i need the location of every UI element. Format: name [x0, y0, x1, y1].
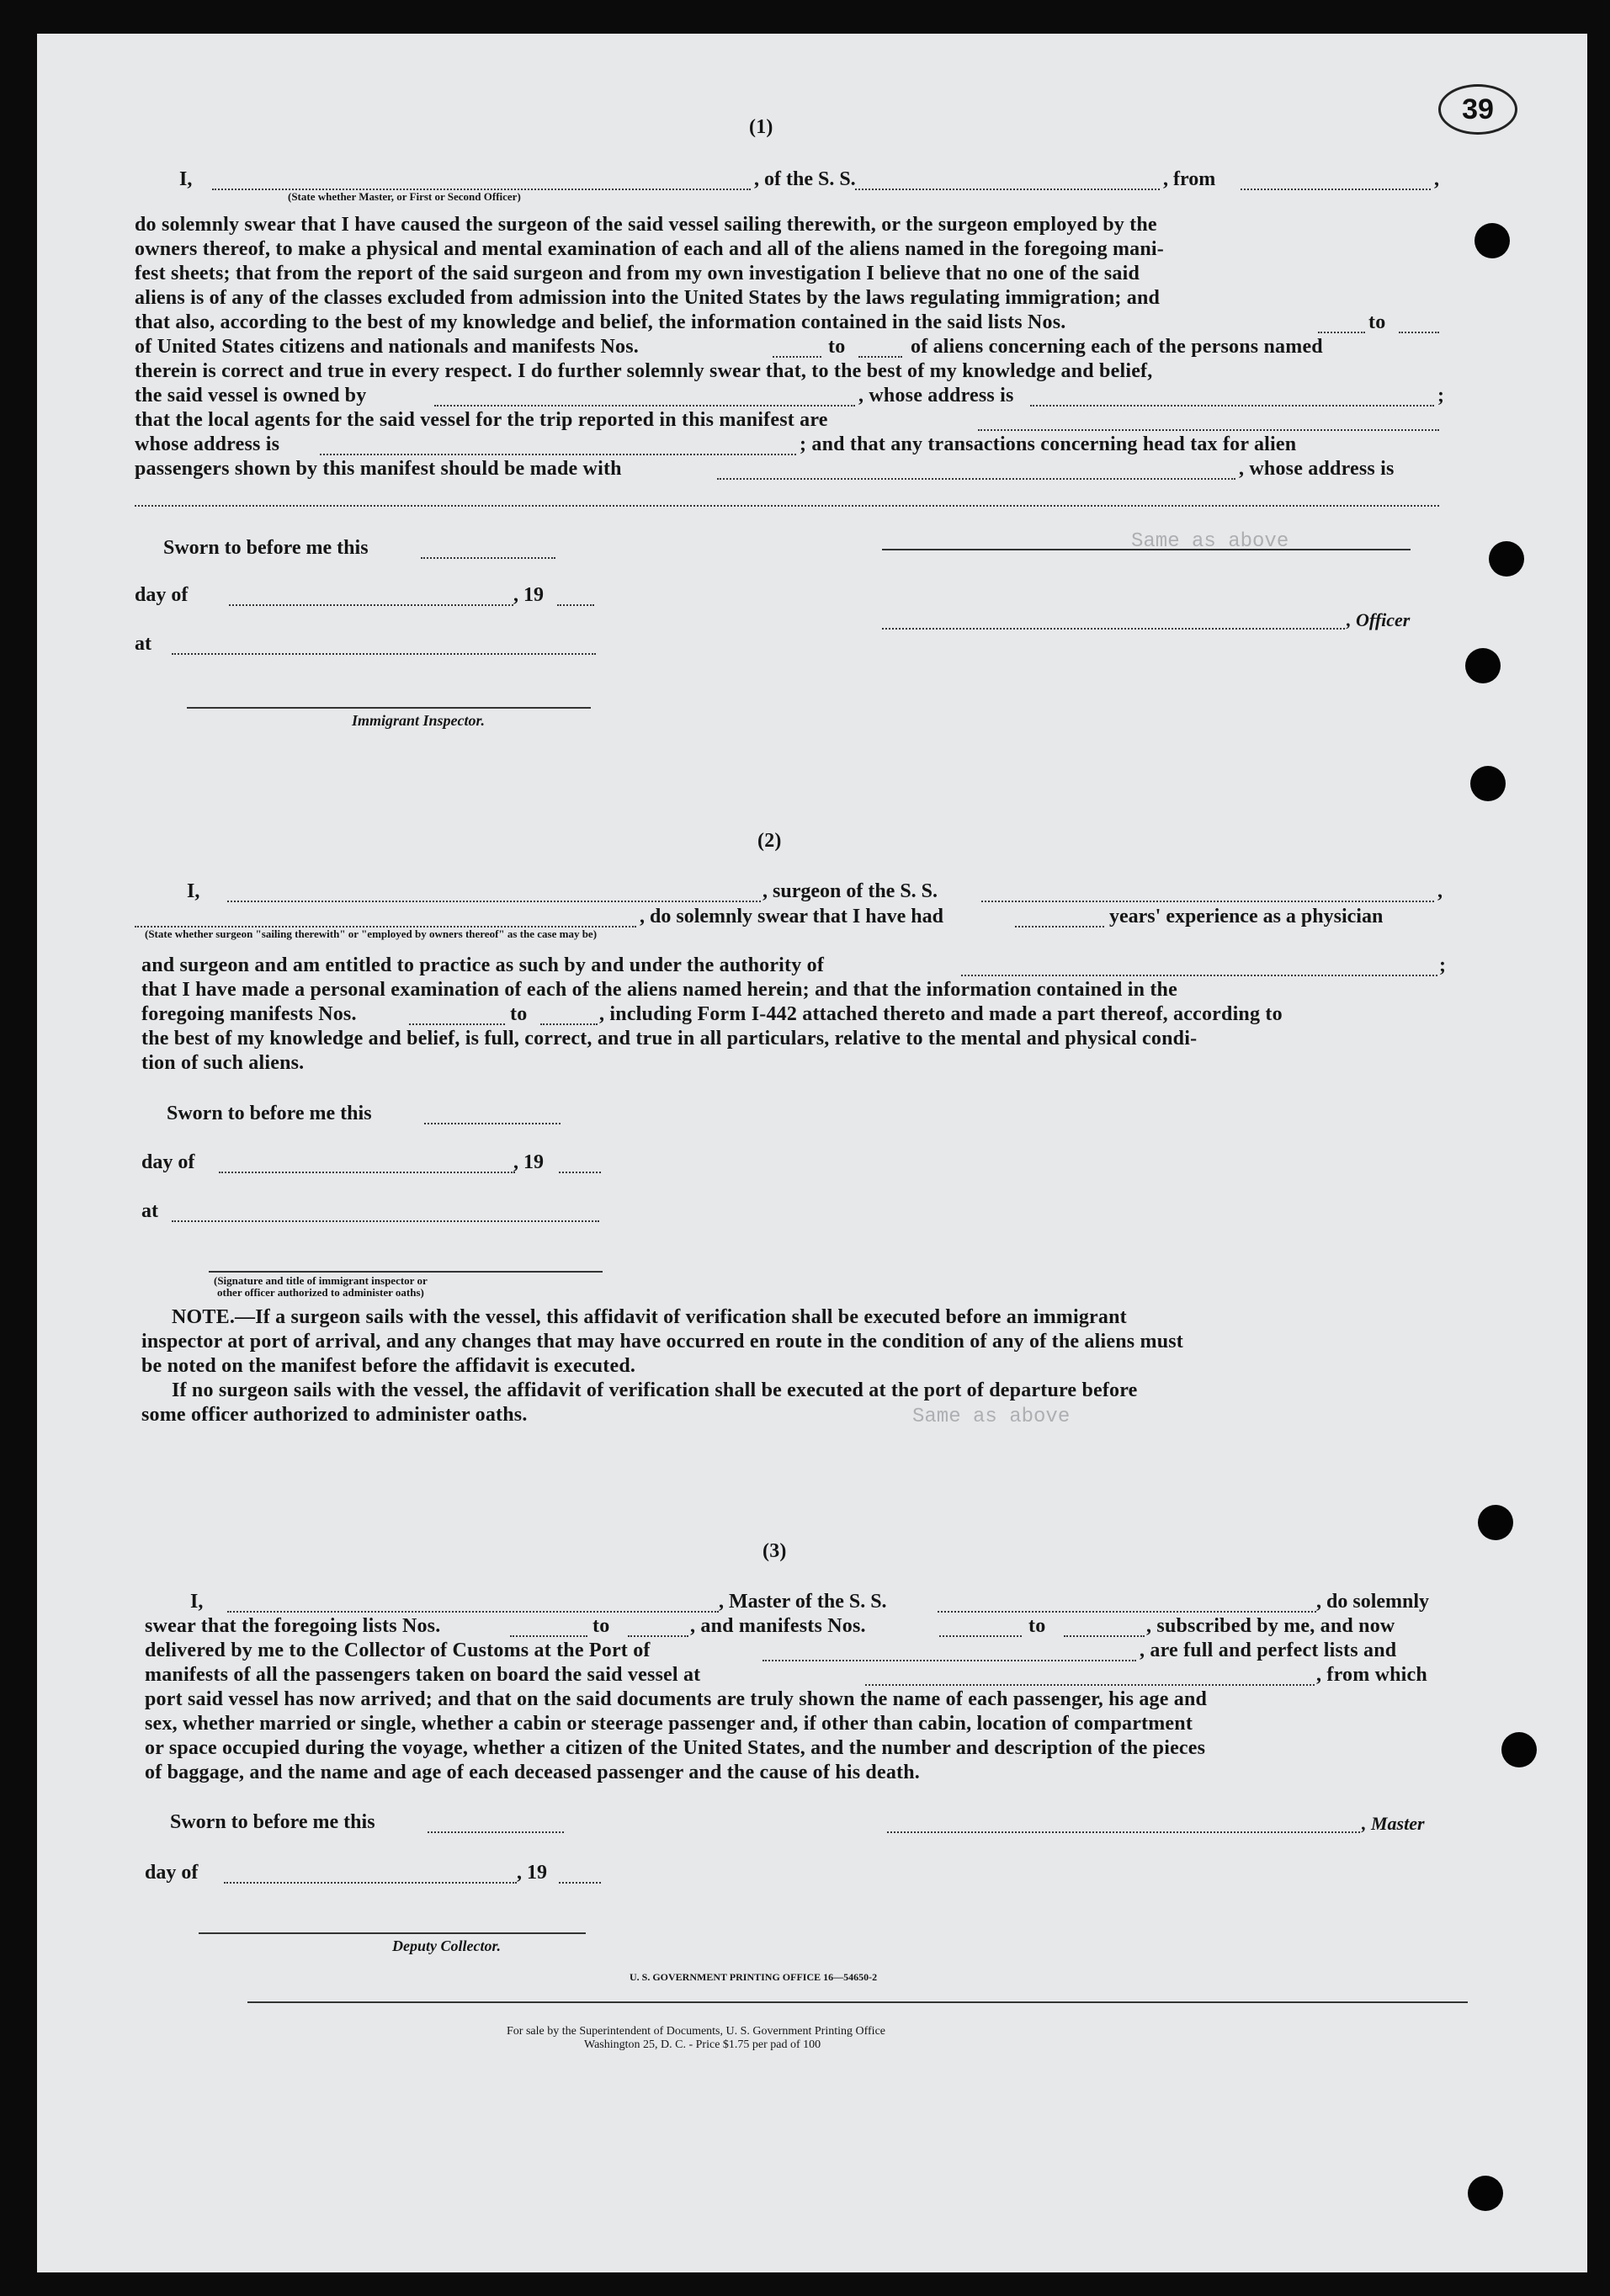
- s1-of-aliens: of aliens concerning each of the persons named: [911, 336, 1323, 358]
- s1-body-line: do solemnly swear that I have caused the surgeon of the said vessel sailing therewith, or the surgeon employed by the: [135, 214, 1157, 236]
- agents-address-field[interactable]: [320, 454, 796, 455]
- s3-sworn-date-field[interactable]: [428, 1831, 564, 1833]
- s1-at-field[interactable]: [172, 653, 596, 655]
- s3-do-solemnly: , do solemnly: [1316, 1591, 1430, 1613]
- s3-body-line: sex, whether married or single, whether a cabin or steerage passenger and, if other than cabin, location of compartment: [145, 1713, 1193, 1735]
- section-2-heading: (2): [757, 830, 782, 852]
- s3-from-which: , from which: [1316, 1664, 1427, 1686]
- s2-signature-line[interactable]: [209, 1271, 603, 1273]
- s1-month-field[interactable]: [229, 604, 513, 606]
- note-line: be noted on the manifest before the affidavit is executed.: [141, 1355, 636, 1377]
- signature-note-1: (Signature and title of immigrant inspector or: [214, 1274, 428, 1287]
- s2-including: , including Form I-442 attached thereto and made a part thereof, according to: [599, 1003, 1283, 1025]
- s2-sworn: Sworn to before me this: [167, 1103, 372, 1124]
- s2-body-line: that I have made a personal examination of each of the aliens named herein; and that the information contained in the: [141, 979, 1177, 1001]
- s2-solemnly: , do solemnly swear that I have had: [640, 906, 943, 927]
- master-name-field[interactable]: [227, 1611, 719, 1613]
- bleed-through-text: Same as above: [1131, 530, 1289, 553]
- lists-to-field[interactable]: [1399, 332, 1439, 333]
- s2-at: at: [141, 1200, 158, 1222]
- deputy-label: Deputy Collector.: [392, 1937, 501, 1954]
- from-port-field[interactable]: [1241, 189, 1431, 190]
- s3-line2: swear that the foregoing lists Nos.: [145, 1615, 441, 1637]
- page-number: 39: [1438, 84, 1517, 135]
- manifest-page: [37, 34, 1587, 2272]
- years-experience-field[interactable]: [1015, 926, 1104, 927]
- manifests-to-field[interactable]: [858, 356, 902, 358]
- printing-office: U. S. GOVERNMENT PRINTING OFFICE 16—54650-2: [630, 1971, 878, 1983]
- bleed-through-text: Same as above: [912, 1406, 1071, 1428]
- s3-subscribed: , subscribed by me, and now: [1146, 1615, 1395, 1637]
- port-field[interactable]: [762, 1660, 1136, 1661]
- signature-note-2: other officer authorized to administer oaths): [217, 1286, 424, 1299]
- binder-hole: [1478, 1505, 1513, 1540]
- s1-whose-address-end: , whose address is: [1239, 458, 1395, 480]
- s3-sworn: Sworn to before me this: [170, 1811, 375, 1833]
- s1-whose-address: , whose address is: [858, 385, 1014, 407]
- owner-address-field[interactable]: [1030, 405, 1434, 407]
- inspector-signature-line[interactable]: [187, 707, 591, 709]
- s2-manifests-to-field[interactable]: [540, 1023, 598, 1025]
- s1-body-line: fest sheets; that from the report of the said surgeon and from my own investigation I believe that no one of the said: [135, 263, 1140, 284]
- surgeon-note: (State whether surgeon "sailing therewith" or "employed by owners thereof" as the case may be): [145, 927, 598, 940]
- note-line: some officer authorized to administer oaths.: [141, 1404, 528, 1426]
- s2-end: ,: [1437, 880, 1443, 902]
- s1-body-line: aliens is of any of the classes excluded from admission into the United States by the laws regulating immigration; and: [135, 287, 1161, 309]
- s1-body-line: whose address is: [135, 433, 280, 455]
- sale-line-1: For sale by the Superintendent of Documents, U. S. Government Printing Office: [507, 2025, 885, 2038]
- s3-master-label: , Master: [1362, 1813, 1425, 1834]
- s2-body-line: and surgeon and am entitled to practice as such by and under the authority of: [141, 954, 825, 976]
- s1-officer-label: , Officer: [1347, 609, 1411, 630]
- s1-nineteen: , 19: [513, 584, 544, 606]
- s3-body-line: or space occupied during the voyage, whether a citizen of the United States, and the number and description of the pieces: [145, 1737, 1206, 1759]
- note-line: inspector at port of arrival, and any changes that may have occurred en route in the condition of any of the aliens must: [141, 1331, 1183, 1353]
- s2-sworn-date-field[interactable]: [424, 1123, 561, 1124]
- s2-year-field[interactable]: [559, 1172, 601, 1173]
- s1-head-tax: ; and that any transactions concerning head tax for alien: [800, 433, 1297, 455]
- lists-from-field[interactable]: [1318, 332, 1365, 333]
- s1-of-ss: , of the S. S.: [754, 168, 856, 190]
- s2-body-line: foregoing manifests Nos.: [141, 1003, 357, 1025]
- s2-at-field[interactable]: [172, 1220, 599, 1222]
- binder-hole: [1489, 541, 1524, 577]
- s2-month-field[interactable]: [219, 1172, 515, 1173]
- footer-rule: [247, 2001, 1468, 2003]
- s1-from: , from: [1163, 168, 1216, 190]
- s3-nineteen: , 19: [517, 1862, 547, 1884]
- officer-note: (State whether Master, or First or Second Officer): [288, 190, 521, 203]
- boarding-port-field[interactable]: [865, 1684, 1315, 1686]
- binder-hole: [1475, 223, 1510, 258]
- owner-field[interactable]: [434, 405, 855, 407]
- s3-and-manifests: , and manifests Nos.: [690, 1615, 866, 1637]
- surgeon-name-field[interactable]: [227, 901, 761, 902]
- s2-manifests-from-field[interactable]: [409, 1023, 505, 1025]
- s3-manifests-from-field[interactable]: [939, 1635, 1022, 1637]
- s3-i: I,: [190, 1591, 204, 1613]
- s2-semicolon: ;: [1439, 954, 1447, 976]
- s3-to-2: to: [1028, 1615, 1046, 1637]
- inspector-label: Immigrant Inspector.: [352, 712, 486, 729]
- s1-sworn: Sworn to before me this: [163, 537, 369, 559]
- binder-hole: [1468, 2176, 1503, 2211]
- s3-manifests-to-field[interactable]: [1064, 1635, 1145, 1637]
- s3-master-of: , Master of the S. S.: [719, 1591, 887, 1613]
- master-signature-field[interactable]: [887, 1831, 1360, 1833]
- vessel-name-field[interactable]: [855, 189, 1160, 190]
- s3-line4: manifests of all the passengers taken on board the said vessel at: [145, 1664, 701, 1686]
- binder-hole: [1470, 766, 1506, 801]
- s1-body-line: the said vessel is owned by: [135, 385, 367, 407]
- s1-body-line: therein is correct and true in every respect. I do further solemnly swear that, to the best of my knowledge and belief,: [135, 360, 1153, 382]
- authority-field[interactable]: [961, 975, 1437, 976]
- deputy-signature-line[interactable]: [199, 1932, 586, 1934]
- s1-body-line: that the local agents for the said vessel for the trip reported in this manifest are: [135, 409, 828, 431]
- s1-year-field[interactable]: [557, 604, 594, 606]
- s3-are-full: , are full and perfect lists and: [1140, 1640, 1397, 1661]
- s2-body-line: the best of my knowledge and belief, is full, correct, and true in all particulars, relative to the mental and physical condi-: [141, 1028, 1198, 1050]
- s1-end: ,: [1434, 168, 1439, 190]
- s3-line3: delivered by me to the Collector of Customs at the Port of: [145, 1640, 651, 1661]
- s2-nineteen: , 19: [513, 1151, 544, 1173]
- s2-i: I,: [187, 880, 200, 902]
- s1-body-line: passengers shown by this manifest should be made with: [135, 458, 622, 480]
- s3-vessel-field[interactable]: [938, 1611, 1316, 1613]
- s2-surgeon-of: , surgeon of the S. S.: [762, 880, 938, 902]
- s1-i: I,: [179, 168, 193, 190]
- s1-to: to: [1368, 311, 1386, 333]
- binder-hole: [1465, 648, 1501, 683]
- local-agents-field[interactable]: [978, 429, 1439, 431]
- s3-day-of: day of: [145, 1862, 199, 1884]
- s2-to: to: [510, 1003, 528, 1025]
- section-3-heading: (3): [762, 1540, 787, 1562]
- section-1-heading: (1): [749, 116, 773, 138]
- s1-to: to: [828, 336, 846, 358]
- officer-signature-line-2[interactable]: [882, 628, 1345, 630]
- s2-day-of: day of: [141, 1151, 195, 1173]
- head-tax-address-field[interactable]: [135, 505, 1439, 507]
- s2-years: years' experience as a physician: [1109, 906, 1384, 927]
- s3-month-field[interactable]: [224, 1882, 517, 1884]
- s1-day-of: day of: [135, 584, 189, 606]
- s1-body-line: that also, according to the best of my knowledge and belief, the information contained in the said lists Nos.: [135, 311, 1066, 333]
- s1-body-line: owners thereof, to make a physical and mental examination of each and all of the aliens named in the foregoing mani-: [135, 238, 1164, 260]
- head-tax-party-field[interactable]: [717, 478, 1235, 480]
- s1-semicolon: ;: [1437, 385, 1445, 407]
- sale-line-2: Washington 25, D. C. - Price $1.75 per pad of 100: [584, 2038, 821, 2051]
- note-line: NOTE.—If a surgeon sails with the vessel, this affidavit of verification shall be executed before an immigrant: [172, 1306, 1127, 1328]
- s2-body-line: tion of such aliens.: [141, 1052, 305, 1074]
- s1-sworn-date-field[interactable]: [421, 557, 555, 559]
- binder-hole: [1501, 1732, 1537, 1767]
- s3-year-field[interactable]: [559, 1882, 601, 1884]
- s3-lists-to-field[interactable]: [628, 1635, 688, 1637]
- s1-body-line: of United States citizens and nationals and manifests Nos.: [135, 336, 639, 358]
- s2-vessel-field[interactable]: [981, 901, 1434, 902]
- note-line: If no surgeon sails with the vessel, the affidavit of verification shall be executed at the port of departure before: [172, 1379, 1138, 1401]
- s1-at: at: [135, 633, 151, 655]
- s3-lists-from-field[interactable]: [510, 1635, 587, 1637]
- s3-body-line: of baggage, and the name and age of each deceased passenger and the cause of his death.: [145, 1762, 920, 1783]
- s3-body-line: port said vessel has now arrived; and that on the said documents are truly shown the name of each passenger, his age and: [145, 1688, 1208, 1710]
- s3-to: to: [592, 1615, 610, 1637]
- officer-signature-line-1[interactable]: [882, 549, 1411, 550]
- manifests-from-field[interactable]: [773, 356, 821, 358]
